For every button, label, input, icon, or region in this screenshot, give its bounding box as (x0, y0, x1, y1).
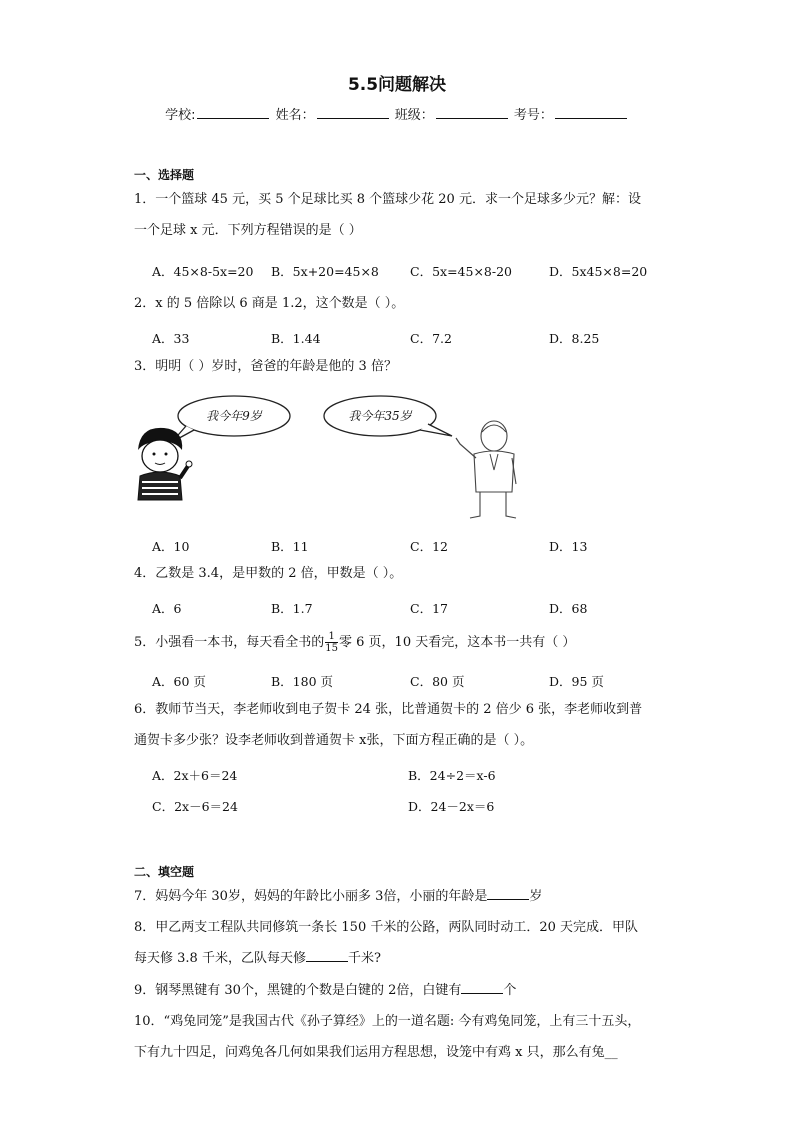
question-8-line-1: 8．甲乙两支工程队共同修筑一条长 150 千米的公路，两队同时动工．20 天完成．甲队 (134, 920, 639, 935)
option-c[interactable]: C．17 (410, 601, 448, 616)
fraction-denominator: 15 (325, 643, 339, 654)
school-label: 学校: (165, 108, 196, 123)
option-a[interactable]: A．60 页 (152, 674, 206, 689)
answer-blank[interactable] (306, 949, 348, 962)
name-blank[interactable] (317, 106, 389, 119)
question-10-line-1: 10．“鸡兔同笼”是我国古代《孙子算经》上的一道名题: 今有鸡兔同笼，上有三十五头， (134, 1014, 641, 1029)
option-b[interactable]: B．24÷2＝x-6 (408, 768, 496, 783)
option-a[interactable]: A．45×8-5x=20 (152, 264, 254, 279)
question-8-line-2 (134, 945, 664, 973)
option-c[interactable]: C．2x－6＝24 (152, 799, 238, 814)
question-8-after: 千米? (347, 951, 381, 966)
question-9-text (134, 977, 664, 1005)
question-1-line-2: 一个足球 x 元．下列方程错误的是（ ） (134, 223, 362, 238)
page-title: 5.5问题解决 (347, 75, 447, 95)
answer-blank[interactable] (461, 981, 503, 994)
bubble-boy-text: 我今年9岁 (206, 409, 262, 423)
bubble-tail-man (420, 424, 452, 436)
option-d[interactable]: D．68 (549, 601, 588, 616)
option-c[interactable]: C．5x=45×8-20 (410, 264, 513, 279)
question-2-text: 2．x 的 5 倍除以 6 商是 1.2，这个数是（ ）。 (134, 296, 405, 311)
question-6-line-1: 6．教师节当天，李老师收到电子贺卡 24 张，比普通贺卡的 2 倍少 6 张，李老师收到普 (134, 702, 643, 717)
question-5-after: 零 6 页，10 天看完，这本书一共有（ ） (339, 635, 576, 650)
question-8-before: 每天修 3.8 千米，乙队每天修 (134, 951, 306, 966)
student-info-line (0, 104, 794, 123)
option-a[interactable]: A．10 (152, 539, 190, 554)
question-1-line-1: 1．一个篮球 45 元，买 5 个足球比买 8 个篮球少花 20 元．求一个足球多少元？解：设 (134, 192, 641, 207)
option-a[interactable]: A．2x＋6＝24 (152, 768, 238, 783)
exam-no-label: 考号： (513, 108, 553, 123)
bubble-man-text: 我今年35岁 (348, 409, 412, 423)
option-b[interactable]: B．11 (271, 539, 309, 554)
option-c[interactable]: C．7.2 (410, 331, 452, 346)
question-10-line-2: 下有九十四足，问鸡兔各几何如果我们运用方程思想，设笼中有鸡 x 只，那么有兔__ (134, 1045, 618, 1060)
question-9-after: 个 (503, 983, 517, 998)
option-d[interactable]: D．95 页 (549, 674, 604, 689)
option-d[interactable]: D．5x45×8=20 (549, 264, 648, 279)
option-b[interactable]: B．1.7 (271, 601, 313, 616)
option-b[interactable]: B．180 页 (271, 674, 334, 689)
option-c[interactable]: C．80 页 (410, 674, 465, 689)
boy-figure (138, 428, 192, 500)
class-blank[interactable] (436, 106, 508, 119)
section-heading-fill-blank: 二、填空题 (134, 865, 195, 879)
question-5-text (134, 629, 664, 657)
question-7-after: 岁 (529, 889, 543, 904)
question-7-before: 7．妈妈今年 30岁，妈妈的年龄比小丽多 3倍，小丽的年龄是 (134, 889, 488, 904)
question-5-before: 5．小强看一本书，每天看全书的 (134, 635, 325, 650)
question-3-illustration (134, 392, 534, 522)
question-3-text: 3．明明（ ）岁时，爸爸的年龄是他的 3 倍？ (134, 359, 397, 374)
question-4-text: 4．乙数是 3.4，是甲数的 2 倍，甲数是（ ）。 (134, 566, 403, 581)
section-heading-choice: 一、选择题 (134, 168, 195, 182)
question-7-text (134, 883, 664, 911)
option-a[interactable]: A．33 (152, 331, 190, 346)
fraction-numerator: 1 (325, 631, 338, 643)
option-d[interactable]: D．8.25 (549, 331, 600, 346)
answer-blank[interactable] (487, 887, 529, 900)
school-blank[interactable] (197, 106, 269, 119)
option-d[interactable]: D．13 (549, 539, 588, 554)
fraction-one-fifteenth (325, 631, 338, 654)
name-label: 姓名： (275, 108, 315, 123)
exam-no-blank[interactable] (555, 106, 627, 119)
man-figure (456, 421, 516, 518)
option-b[interactable]: B．5x+20=45×8 (271, 264, 379, 279)
option-b[interactable]: B．1.44 (271, 331, 321, 346)
question-6-line-2: 通贺卡多少张？设李老师收到普通贺卡 x张，下面方程正确的是（ ）。 (134, 733, 534, 748)
question-9-before: 9．钢琴黑键有 30个，黑键的个数是白键的 2倍，白键有 (134, 983, 462, 998)
option-d[interactable]: D．24－2x＝6 (408, 799, 495, 814)
class-label: 班级： (394, 108, 434, 123)
option-c[interactable]: C．12 (410, 539, 448, 554)
option-a[interactable]: A．6 (152, 601, 182, 616)
